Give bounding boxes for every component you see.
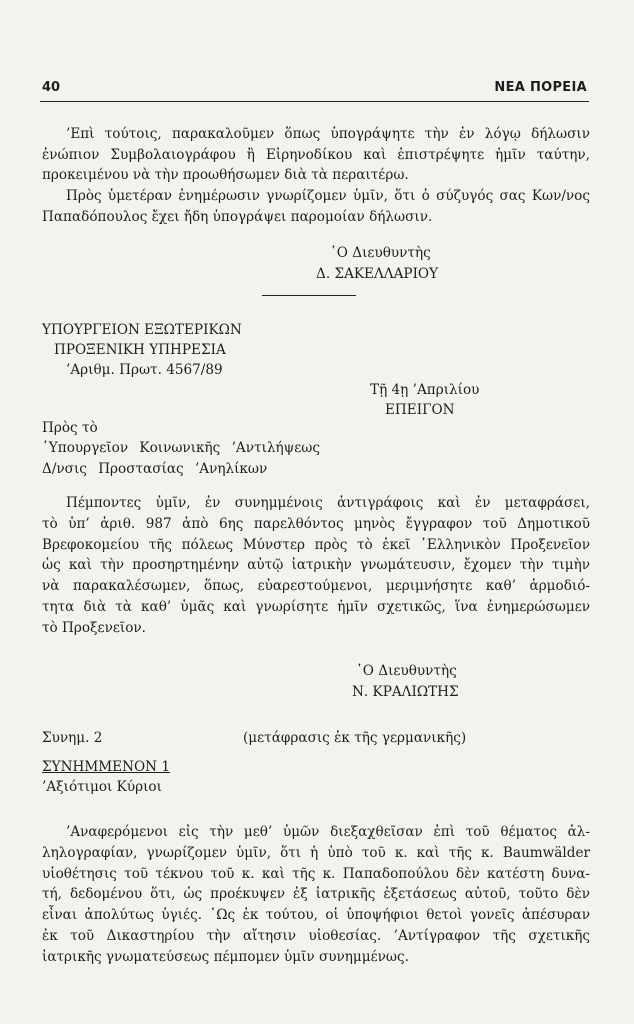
journal-title: ΝΕΑ ΠΟΡΕΙΑ — [494, 80, 587, 95]
letter1-paragraph-1 — [42, 124, 590, 186]
ministry-heading: ΥΠΟΥΡΓΕΙΟΝ ΕΞΩΤΕΡΙΚΩΝ — [42, 322, 242, 338]
text-line: τή, δεδομένου ὅτι, ὡς προέκυψεν ἐξ ἰατρικῆς ἐξετάσεως αὐτοῦ, τοῦτο δὲν — [42, 886, 590, 903]
text-line: τὸ ὑπ’ ἀριθ. 987 ἀπὸ 6ης παρελθόντος μηνὸς ἔγγραφον τοῦ Δημοτικοῦ — [42, 515, 590, 532]
letter1-signature-name: Δ. ΣΑΚΕΛΛΑΡΙΟΥ — [316, 266, 439, 282]
text-line: Πρὸς ὑμετέραν ἐνημέρωσιν γνωρίζομεν ὑμῖν, ὅτι ὁ σύζυγός σας Κων/νος — [66, 188, 590, 204]
page-number: 40 — [42, 80, 61, 95]
text-line: ἐκ τοῦ Δικαστηρίου τὴν αἴτησιν υἱοθεσίας. ’Αντίγραφον τῆς σχετικῆς — [42, 927, 590, 944]
section-divider — [262, 295, 356, 296]
text-line: ὡς καὶ τὴν προσηρτημένην αὐτῷ ἰατρικὴν γνωμάτευσιν, ἔχομεν τὴν τιμὴν — [42, 557, 590, 574]
text-line: προκειμένου νὰ τὴν προωθήσωμεν διὰ τὰ περαιτέρω. — [42, 167, 409, 183]
text-line: Παπαδόπουλος ἔχει ἤδη ὑπογράψει παρομοίαν δήλωσιν. — [42, 208, 433, 225]
recipient-ministry: ῾Υπουργεῖον Κοινωνικῆς ’Αντιλήψεως — [42, 440, 321, 456]
letter2-signature-role: ῾Ο Διευθυντὴς — [356, 663, 457, 679]
enclosures-count: Συνημ. 2 — [42, 730, 103, 746]
text-line: νὰ παρακαλέσωμεν, ὅπως, εὐαρεστούμενοι, μεριμνήσητε καθ’ ἁρμοδιό- — [42, 578, 590, 595]
urgency-label: ΕΠΕΙΓΟΝ — [385, 402, 455, 418]
letter2-signature-name: Ν. ΚΡΑΛΙΩΤΗΣ — [352, 684, 459, 700]
translation-note: (μετάφρασις ἐκ τῆς γερμανικῆς) — [243, 730, 467, 746]
enclosure-heading: ΣΥΝΗΜΜΕΝΟΝ 1 — [42, 759, 170, 775]
recipient-directorate: Δ/νσις Προστασίας ’Ανηλίκων — [42, 461, 268, 477]
letter1-signature-role: ῾Ο Διευθυντὴς — [330, 245, 431, 261]
recipient-prefix: Πρὸς τὸ — [42, 420, 98, 436]
text-line: ἐνώπιον Συμβολαιογράφου ἢ Εἰρηνοδίκου καὶ ἐπιστρέψητε ἡμῖν ταύτην, — [42, 146, 590, 163]
text-line: Βρεφοκομείου τῆς πόλεως Μύνστερ πρὸς τὸ ἐκεῖ ῾Ελληνικὸν Προξενεῖον — [42, 536, 590, 553]
protocol-number: ’Αριθμ. Πρωτ. 4567/89 — [66, 362, 223, 378]
header-rule — [40, 101, 589, 102]
letter-date: Τῇ 4ῃ ’Απριλίου — [370, 382, 480, 398]
text-line: τὸ Προξενεῖον. — [42, 619, 146, 636]
text-line: εἶναι ἀπολύτως ὑγιές. ῾Ως ἐκ τούτου, οἱ ὑποψήφιοι θετοὶ γονεῖς ἀπέσυραν — [42, 907, 590, 924]
text-line: υἱοθέτησις τοῦ τέκνου τοῦ κ. καὶ τῆς κ. Παπαδοπούλου δὲν κατέστη δυνα- — [42, 865, 590, 882]
text-line: ληλογραφίαν, γνωρίζομεν ὑμῖν, ὅτι ἡ ὑπὸ τοῦ κ. καὶ τῆς κ. Baumwälder — [42, 844, 590, 861]
text-line: ἰατρικῆς γνωματεύσεως πέμπομεν ὑμῖν συνημμένως. — [42, 948, 409, 965]
text-line: Πέμποντες ὑμῖν, ἐν συνημμένοις ἀντιγράφοις καὶ ἐν μεταφράσει, — [66, 495, 590, 511]
enclosure-salutation: ’Αξιότιμοι Κύριοι — [42, 779, 162, 795]
text-line: τητα διὰ τὰ καθ’ ὑμᾶς καὶ γνωρίσητε ἡμῖν σχετικῶς, ἵνα ἐνημερώσωμεν — [42, 598, 590, 615]
text-line: ’Αναφερόμενοι εἰς τὴν μεθ’ ὑμῶν διεξαχθεῖσαν ἐπὶ τοῦ θέματος ἀλ- — [66, 824, 590, 840]
letter2-body — [42, 493, 590, 639]
text-line: ’Επὶ τούτοις, παρακαλοῦμεν ὅπως ὑπογράψητε τὴν ἐν λόγῳ δήλωσιν — [66, 126, 590, 142]
letter1-paragraph-2 — [42, 186, 590, 227]
service-heading: ΠΡΟΞΕΝΙΚΗ ΥΠΗΡΕΣΙΑ — [54, 342, 226, 358]
enclosure-body — [42, 822, 590, 968]
